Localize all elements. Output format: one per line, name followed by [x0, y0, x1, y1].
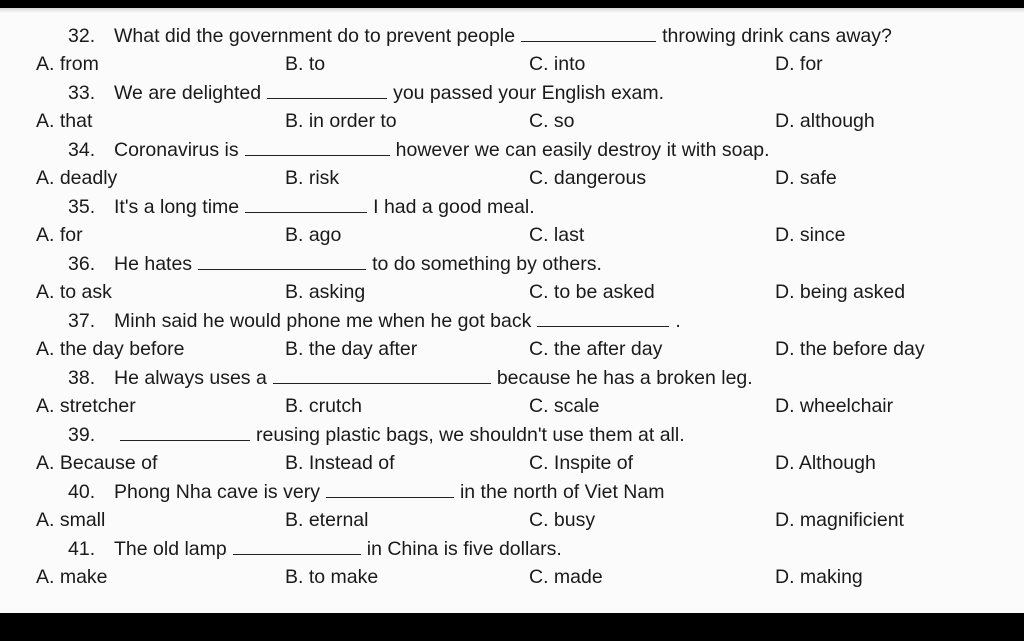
- question-number: 34.: [68, 139, 96, 161]
- option-c: C. into: [529, 53, 586, 75]
- option-d: D. although: [775, 110, 875, 132]
- question-text-after: because he has a broken leg.: [496, 367, 753, 389]
- option-c: C. Inspite of: [529, 452, 634, 474]
- question-number: 33.: [68, 82, 96, 104]
- question-stem: [68, 136, 770, 164]
- option-a: A. Because of: [36, 452, 158, 474]
- option-c: C. the after day: [529, 338, 663, 360]
- option-c: C. busy: [529, 509, 596, 531]
- answer-blank: [198, 251, 366, 270]
- option-a: A. small: [36, 509, 106, 531]
- answer-blank: [537, 308, 669, 327]
- answer-blank: [326, 479, 454, 498]
- option-a: A. to ask: [36, 281, 112, 303]
- question-stem: [68, 421, 685, 449]
- question-stem: [68, 307, 681, 335]
- question-number: 37.: [68, 310, 96, 332]
- option-d: D. Although: [775, 452, 876, 474]
- option-d: D. since: [775, 224, 846, 246]
- question-number: 39.: [68, 424, 96, 446]
- question-list: [0, 22, 1024, 592]
- question-text-after: to do something by others.: [372, 253, 602, 275]
- answer-options: [0, 221, 1024, 249]
- option-d: D. making: [775, 566, 863, 588]
- option-a: A. from: [36, 53, 99, 75]
- question-item: [0, 250, 1024, 307]
- answer-blank: [273, 365, 491, 384]
- question-item: [0, 307, 1024, 364]
- option-c: C. scale: [529, 395, 600, 417]
- question-text-after: throwing drink cans away?: [662, 25, 892, 47]
- question-item: [0, 478, 1024, 535]
- option-b: B. eternal: [285, 509, 369, 531]
- question-item: [0, 535, 1024, 592]
- question-stem: [68, 79, 664, 107]
- question-text-before: The old lamp: [114, 538, 227, 560]
- option-b: B. ago: [285, 224, 342, 246]
- question-number: 32.: [68, 25, 96, 47]
- answer-blank: [120, 422, 250, 441]
- question-number: 35.: [68, 196, 96, 218]
- question-text-before: What did the government do to prevent people: [114, 25, 516, 47]
- answer-blank: [245, 194, 367, 213]
- option-a: A. make: [36, 566, 108, 588]
- option-b: B. to make: [285, 566, 379, 588]
- option-d: D. wheelchair: [775, 395, 894, 417]
- question-stem: [68, 22, 892, 50]
- question-stem: [68, 535, 562, 563]
- option-c: C. dangerous: [529, 167, 647, 189]
- question-text-before: Coronavirus is: [114, 139, 239, 161]
- answer-options: [0, 278, 1024, 306]
- question-number: 38.: [68, 367, 96, 389]
- answer-options: [0, 107, 1024, 135]
- question-text-after: in the north of Viet Nam: [459, 481, 665, 503]
- option-a: A. the day before: [36, 338, 185, 360]
- option-b: B. the day after: [285, 338, 418, 360]
- option-c: C. so: [529, 110, 575, 132]
- option-a: A. deadly: [36, 167, 118, 189]
- question-text-before: We are delighted: [114, 82, 262, 104]
- question-text-after: in China is five dollars.: [366, 538, 562, 560]
- answer-blank: [521, 23, 656, 42]
- option-b: B. Instead of: [285, 452, 395, 474]
- option-d: D. the before day: [775, 338, 925, 360]
- question-item: [0, 364, 1024, 421]
- question-text-before: Phong Nha cave is very: [114, 481, 320, 503]
- option-d: D. magnificient: [775, 509, 904, 531]
- question-stem: [68, 478, 664, 506]
- question-item: [0, 193, 1024, 250]
- option-a: A. for: [36, 224, 83, 246]
- question-text-after: reusing plastic bags, we shouldn't use them at all.: [256, 424, 685, 446]
- question-text-before: He hates: [114, 253, 193, 275]
- answer-options: [0, 506, 1024, 534]
- option-d: D. being asked: [775, 281, 906, 303]
- question-item: [0, 421, 1024, 478]
- question-number: 41.: [68, 538, 96, 560]
- answer-options: [0, 50, 1024, 78]
- question-number: 36.: [68, 253, 96, 275]
- answer-options: [0, 563, 1024, 591]
- option-a: A. stretcher: [36, 395, 136, 417]
- option-b: B. risk: [285, 167, 340, 189]
- question-item: [0, 79, 1024, 136]
- answer-blank: [267, 80, 387, 99]
- question-text-after: .: [675, 310, 681, 332]
- worksheet-page: [0, 8, 1024, 613]
- answer-options: [0, 164, 1024, 192]
- option-d: D. for: [775, 53, 823, 75]
- question-text-before: He always uses a: [114, 367, 267, 389]
- question-stem: [68, 250, 602, 278]
- option-b: B. crutch: [285, 395, 362, 417]
- answer-blank: [245, 137, 390, 156]
- option-c: C. made: [529, 566, 603, 588]
- answer-options: [0, 392, 1024, 420]
- option-b: B. asking: [285, 281, 366, 303]
- question-text-after: I had a good meal.: [373, 196, 535, 218]
- question-text-before: Minh said he would phone me when he got back: [114, 310, 532, 332]
- question-text-before: It's a long time: [114, 196, 240, 218]
- option-c: C. last: [529, 224, 585, 246]
- option-b: B. in order to: [285, 110, 397, 132]
- answer-blank: [233, 536, 361, 555]
- option-c: C. to be asked: [529, 281, 655, 303]
- question-stem: [68, 364, 753, 392]
- answer-options: [0, 449, 1024, 477]
- answer-options: [0, 335, 1024, 363]
- question-text-after: however we can easily destroy it with soap.: [395, 139, 770, 161]
- question-stem: [68, 193, 535, 221]
- page-top-edge: [0, 8, 1024, 13]
- question-number: 40.: [68, 481, 96, 503]
- option-a: A. that: [36, 110, 93, 132]
- question-item: [0, 22, 1024, 79]
- question-text-after: you passed your English exam.: [393, 82, 665, 104]
- option-d: D. safe: [775, 167, 837, 189]
- question-item: [0, 136, 1024, 193]
- option-b: B. to: [285, 53, 326, 75]
